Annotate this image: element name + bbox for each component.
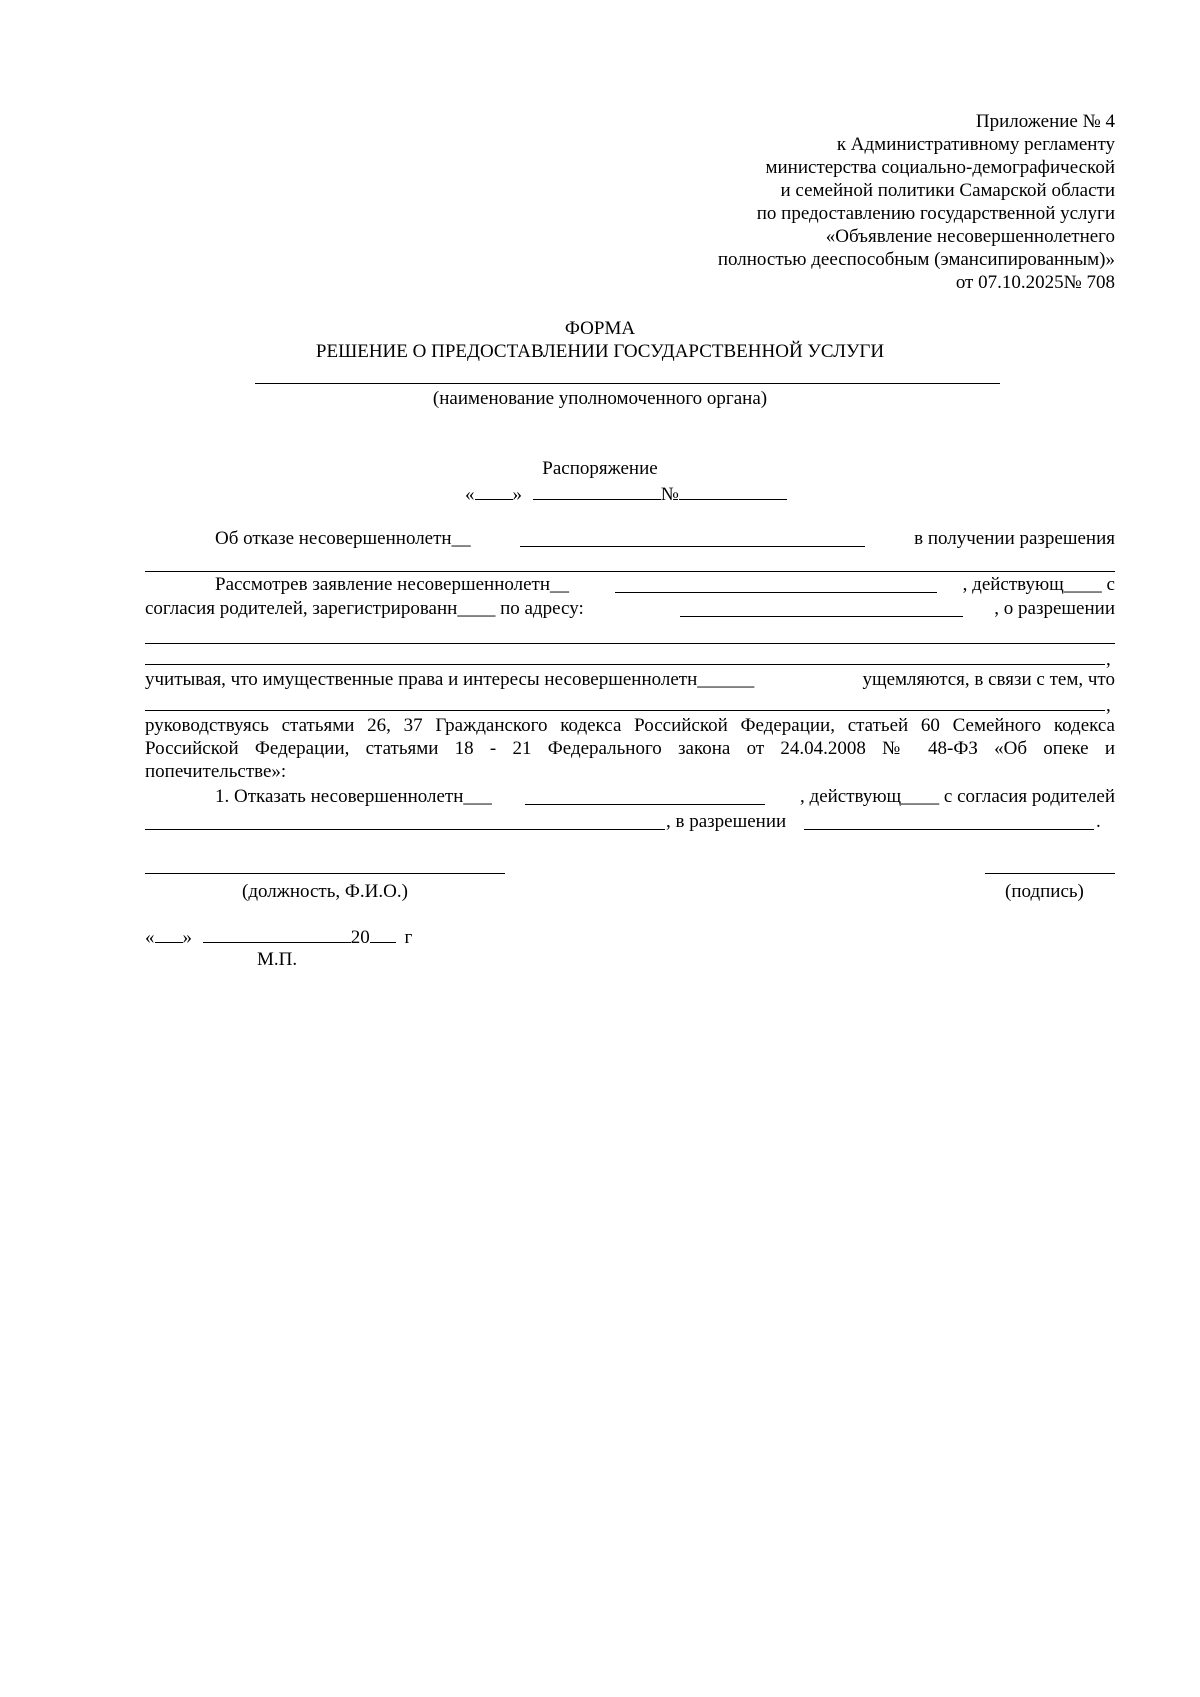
position-name-line[interactable] [145,873,505,874]
header-line: по предоставлению государственной услуги [756,203,1115,224]
header-line: к Административному регламенту [836,134,1115,155]
guided-text: попечительстве»: [145,761,287,782]
comma: , [1106,695,1111,716]
year-prefix: 20 [350,927,370,948]
organ-name-line[interactable] [255,383,1000,384]
consent-text: согласия родителей, зарегистрированн____ по адресу: [145,598,584,619]
infringed-text: ущемляются, в связи с тем, что [862,669,1115,690]
comma: , [1106,649,1111,670]
item1-text: 1. Отказать несовершеннолетн___ [215,786,492,807]
organ-name-caption: (наименование уполномоченного органа) [432,388,768,409]
quote-open: « [465,484,475,505]
header-line: от 07.10.2025№ 708 [955,272,1115,293]
quote-close: » [512,484,522,505]
sign-month-field[interactable] [203,925,351,943]
subject-line[interactable] [145,571,1115,572]
refusal-text-end: в получении разрешения [914,528,1115,549]
refusal-text: Об отказе несовершеннолетн__ [215,528,471,549]
position-caption: (должность, Ф.И.О.) [242,881,408,902]
signature-caption: (подпись) [1005,881,1084,902]
minor-name-field[interactable] [520,546,865,547]
order-month-field[interactable] [533,482,661,500]
minor-name-field[interactable] [615,592,937,593]
parents-field[interactable] [145,829,665,830]
considering2-text: учитывая, что имущественные права и интересы несовершеннолетн______ [145,669,755,690]
header-line: «Объявление несовершеннолетнего [825,226,1115,247]
decision-title: РЕШЕНИЕ О ПРЕДОСТАВЛЕНИИ ГОСУДАРСТВЕННОЙ УСЛУГИ [315,341,885,362]
acting-text: , действующ____ с [962,574,1115,595]
permission-field[interactable] [804,829,1094,830]
signature-line[interactable] [985,873,1115,874]
header-line: Приложение № 4 [975,111,1115,132]
guided-text: Российской Федерации, статьями 18 - 21 Федерального закона от 24.04.2008 № 48-ФЗ «Об опеке и [145,738,1115,759]
header-line: министерства социально-демографической [765,157,1115,178]
number-sign: № [660,484,679,505]
quote-open: « [145,927,155,948]
appendix-header [718,110,1115,294]
permission-label: , в разрешении [666,811,787,832]
permission-text: , о разрешении [994,598,1115,619]
header-line: и семейной политики Самарской области [780,180,1115,201]
minor-name-field[interactable] [525,804,765,805]
guided-text: руководствуясь статьями 26, 37 Гражданского кодекса Российской Федерации, статьей 60 Семейного кодекса [145,715,1115,736]
header-line: полностью дееспособным (эмансипированным)» [717,249,1115,270]
order-number-field[interactable] [679,482,787,500]
address-field[interactable] [680,616,963,617]
order-date-number [465,482,787,506]
year-suffix: г [404,927,413,948]
period: . [1096,811,1101,832]
permission-line[interactable] [145,643,1115,644]
quote-close: » [182,927,192,948]
permission-line[interactable] [145,664,1105,665]
order-day-field[interactable] [475,482,513,500]
item1-consent-text: , действующ____ с согласия родителей [800,786,1115,807]
reason-line[interactable] [145,710,1105,711]
considering-text: Рассмотрев заявление несовершеннолетн__ [215,574,569,595]
sign-date [145,925,412,949]
stamp-label: М.П. [257,949,298,970]
form-label: ФОРМА [564,318,636,339]
sign-day-field[interactable] [155,925,183,943]
sign-year-field[interactable] [370,925,396,943]
order-label: Распоряжение [542,458,658,479]
